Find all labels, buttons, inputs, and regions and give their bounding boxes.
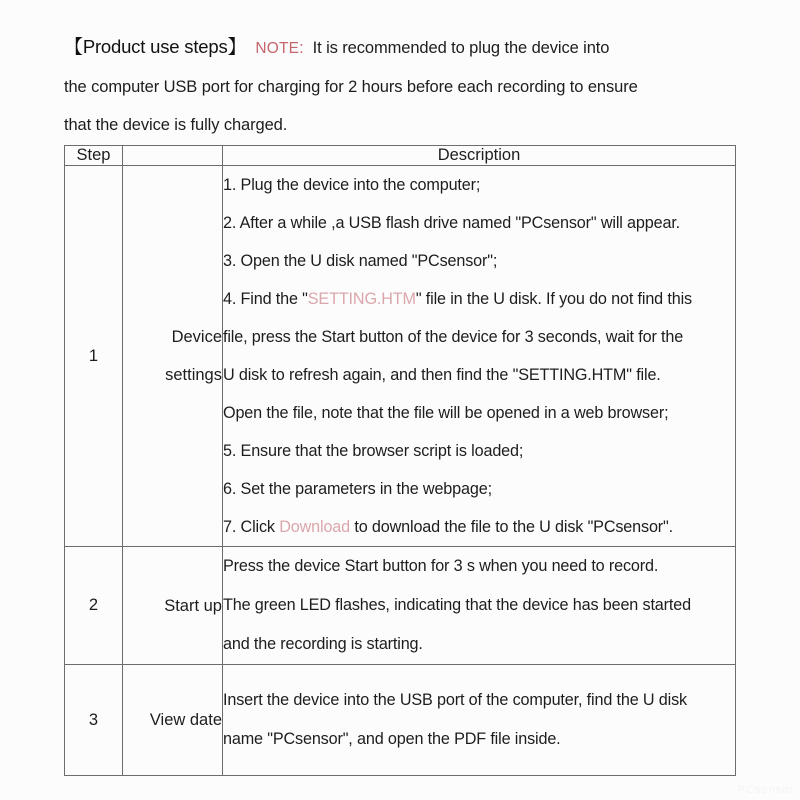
description-line <box>223 356 735 394</box>
table-row <box>65 166 736 547</box>
bracket-close: 】 <box>227 37 247 58</box>
cell-step-number: 3 <box>65 665 123 776</box>
bracket-open: 【 <box>64 37 83 58</box>
cell-step-number: 1 <box>65 166 123 547</box>
description-text: Press the device Start button for 3 s when you need to record. <box>223 557 659 575</box>
description-text: 7. Click <box>223 518 280 536</box>
description-line <box>223 394 735 432</box>
intro-line-3: that the device is fully charged. <box>64 116 288 134</box>
description-text: 4. Find the " <box>223 290 308 308</box>
header-name-blank <box>123 146 223 166</box>
description-text: 5. Ensure that the browser script is loaded; <box>223 442 524 460</box>
description-text: Insert the device into the USB port of the computer, find the U disk <box>223 691 687 709</box>
description-text: 2. After a while ,a USB flash drive named "PCsensor" will appear. <box>223 214 681 232</box>
description-line <box>223 508 735 546</box>
step-name-line: settings <box>165 366 222 384</box>
step-name-line: Device <box>171 328 222 346</box>
table-header-row <box>65 146 736 166</box>
cell-step-name <box>123 665 223 776</box>
intro-heading <box>64 36 246 57</box>
highlighted-term[interactable]: SETTING.HTM <box>307 290 416 308</box>
description-text: to download the file to the U disk "PCsensor". <box>350 518 673 536</box>
description-line <box>223 720 735 759</box>
description-line <box>223 586 735 625</box>
note-colon: : <box>299 39 304 57</box>
intro-line-1 <box>64 28 744 68</box>
step-name-line: Start up <box>164 596 222 615</box>
description-text: Open the file, note that the file will be opened in a web browser; <box>223 404 669 422</box>
description-line <box>223 242 735 280</box>
note-label: NOTE <box>255 40 300 57</box>
description-line <box>223 625 735 664</box>
cell-description <box>223 166 736 547</box>
table-row <box>65 547 736 665</box>
description-line <box>223 204 735 242</box>
description-text: U disk to refresh again, and then find the "SETTING.HTM" file. <box>223 366 661 384</box>
description-text: " file in the U disk. If you do not find this <box>415 290 692 308</box>
description-line <box>223 280 735 318</box>
description-text: 1. Plug the device into the computer; <box>223 176 481 194</box>
step-name-line: View date <box>149 711 222 729</box>
cell-description <box>223 547 736 665</box>
description-text: 6. Set the parameters in the webpage; <box>223 480 492 498</box>
cell-step-name <box>123 547 223 665</box>
description-text: name "PCsensor", and open the PDF file inside. <box>223 730 561 748</box>
watermark: PCsensor <box>737 784 794 796</box>
cell-step-name <box>123 166 223 547</box>
table-body <box>65 166 736 776</box>
table-row <box>65 665 736 776</box>
description-text: and the recording is starting. <box>223 635 423 653</box>
description-line <box>223 681 735 720</box>
description-line <box>223 432 735 470</box>
intro-paragraph <box>64 28 744 144</box>
description-text: 3. Open the U disk named "PCsensor"; <box>223 252 498 270</box>
header-step: Step <box>65 146 123 166</box>
cell-description <box>223 665 736 776</box>
description-text: The green LED flashes, indicating that the device has been started <box>223 596 691 614</box>
product-use-steps-table <box>64 145 736 776</box>
description-text: file, press the Start button of the device for 3 seconds, wait for the <box>223 328 684 346</box>
description-line <box>223 318 735 356</box>
cell-step-number: 2 <box>65 547 123 665</box>
intro-line-2: the computer USB port for charging for 2 hours before each recording to ensure <box>64 78 638 96</box>
description-line <box>223 547 735 586</box>
description-line <box>223 166 735 204</box>
intro-body-line-1: It is recommended to plug the device into <box>312 39 610 57</box>
highlighted-term[interactable]: Download <box>279 518 351 536</box>
description-line <box>223 470 735 508</box>
intro-heading-text: Product use steps <box>82 36 228 57</box>
header-description: Description <box>223 146 736 166</box>
